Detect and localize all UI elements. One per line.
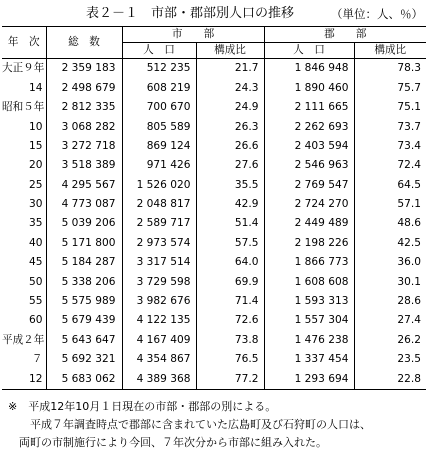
cell-county-population: 2 111 665 <box>264 98 354 117</box>
cell-year: ７ <box>31 353 43 366</box>
cell-county-population: 2 403 594 <box>264 137 354 156</box>
header-county-ratio: 構成比 <box>354 43 426 59</box>
cell-county-population: 1 337 454 <box>264 350 354 369</box>
footnote-1: ※ 平成12年10月１日現在の市部・郡部の別による。 <box>8 400 277 413</box>
table-row <box>2 59 426 79</box>
cell-city-population: 869 124 <box>122 137 196 156</box>
cell-county-population: 1 293 694 <box>264 369 354 389</box>
cell-city-ratio: 51.4 <box>196 214 264 233</box>
table-row <box>2 369 426 389</box>
table-body <box>2 59 426 390</box>
header-city-ratio: 構成比 <box>196 43 264 59</box>
table-row <box>2 272 426 291</box>
cell-total: 2 812 335 <box>46 98 122 117</box>
cell-city-population: 3 729 598 <box>122 272 196 291</box>
cell-total: 5 171 800 <box>46 234 122 253</box>
cell-county-ratio: 75.7 <box>354 79 426 98</box>
table-row <box>2 98 426 117</box>
header-city: 市 部 <box>122 27 264 43</box>
cell-city-population: 4 354 867 <box>122 350 196 369</box>
cell-county-population: 1 890 460 <box>264 79 354 98</box>
cell-year: 20 <box>29 159 43 172</box>
cell-city-population: 2 589 717 <box>122 214 196 233</box>
cell-city-population: 512 235 <box>122 59 196 79</box>
cell-year: 55 <box>29 295 43 308</box>
cell-year: 平成２年 <box>2 333 45 346</box>
cell-city-ratio: 24.9 <box>196 98 264 117</box>
cell-city-ratio: 76.5 <box>196 350 264 369</box>
cell-total: 4 773 087 <box>46 195 122 214</box>
cell-city-ratio: 21.7 <box>196 59 264 79</box>
cell-county-ratio: 64.5 <box>354 175 426 194</box>
table-row <box>2 195 426 214</box>
table-row <box>2 292 426 311</box>
footnote-2: 平成７年調査時点で郡部に含まれていた広島町及び石狩町の人口は、 <box>8 418 371 431</box>
cell-total: 5 679 439 <box>46 311 122 330</box>
cell-city-ratio: 71.4 <box>196 292 264 311</box>
cell-city-ratio: 57.5 <box>196 234 264 253</box>
cell-total: 5 039 206 <box>46 214 122 233</box>
table-row <box>2 350 426 369</box>
cell-total: 5 683 062 <box>46 369 122 389</box>
cell-county-ratio: 27.4 <box>354 311 426 330</box>
cell-total: 5 184 287 <box>46 253 122 272</box>
table-row <box>2 156 426 175</box>
cell-year: 45 <box>29 256 43 269</box>
cell-city-ratio: 35.5 <box>196 175 264 194</box>
cell-total: 2 498 679 <box>46 79 122 98</box>
cell-year: 35 <box>29 217 43 230</box>
cell-city-ratio: 69.9 <box>196 272 264 291</box>
cell-county-population: 2 546 963 <box>264 156 354 175</box>
cell-city-population: 2 973 574 <box>122 234 196 253</box>
page-title: 表２－１ 市部・郡部別人口の推移 <box>86 6 295 21</box>
table-row <box>2 137 426 156</box>
cell-city-population: 4 389 368 <box>122 369 196 389</box>
cell-total: 5 643 647 <box>46 331 122 350</box>
cell-year: 大正９年 <box>2 62 45 75</box>
cell-year: 12 <box>29 372 43 385</box>
cell-city-population: 4 122 135 <box>122 311 196 330</box>
table-row <box>2 117 426 136</box>
cell-county-population: 1 608 608 <box>264 272 354 291</box>
cell-county-ratio: 57.1 <box>354 195 426 214</box>
cell-year: 10 <box>29 120 43 133</box>
cell-county-ratio: 78.3 <box>354 59 426 79</box>
cell-total: 5 575 989 <box>46 292 122 311</box>
table-row <box>2 234 426 253</box>
cell-county-population: 2 449 489 <box>264 214 354 233</box>
cell-city-ratio: 64.0 <box>196 253 264 272</box>
cell-year: 50 <box>29 275 43 288</box>
cell-county-ratio: 28.6 <box>354 292 426 311</box>
cell-total: 5 338 206 <box>46 272 122 291</box>
cell-city-population: 608 219 <box>122 79 196 98</box>
cell-year: 40 <box>29 236 43 249</box>
cell-county-ratio: 72.4 <box>354 156 426 175</box>
cell-county-population: 1 476 238 <box>264 331 354 350</box>
header-city-population: 人 口 <box>122 43 196 59</box>
cell-county-population: 2 724 270 <box>264 195 354 214</box>
unit-note: （単位：人、％） <box>331 7 423 21</box>
cell-city-ratio: 73.8 <box>196 331 264 350</box>
cell-county-population: 1 846 948 <box>264 59 354 79</box>
table-row <box>2 214 426 233</box>
cell-total: 5 692 321 <box>46 350 122 369</box>
cell-county-population: 2 769 547 <box>264 175 354 194</box>
cell-county-population: 1 557 304 <box>264 311 354 330</box>
cell-city-population: 3 317 514 <box>122 253 196 272</box>
cell-city-ratio: 72.6 <box>196 311 264 330</box>
cell-county-population: 1 866 773 <box>264 253 354 272</box>
cell-city-ratio: 27.6 <box>196 156 264 175</box>
population-table <box>2 26 426 390</box>
cell-county-ratio: 26.2 <box>354 331 426 350</box>
cell-year: 14 <box>29 81 43 94</box>
cell-city-ratio: 26.6 <box>196 137 264 156</box>
table-row <box>2 311 426 330</box>
cell-city-population: 2 048 817 <box>122 195 196 214</box>
header-total: 総 数 <box>46 27 122 59</box>
cell-year: 60 <box>29 314 43 327</box>
cell-county-ratio: 23.5 <box>354 350 426 369</box>
cell-total: 3 518 389 <box>46 156 122 175</box>
cell-year: 25 <box>29 178 43 191</box>
cell-total: 3 068 282 <box>46 117 122 136</box>
cell-city-population: 4 167 409 <box>122 331 196 350</box>
cell-county-ratio: 36.0 <box>354 253 426 272</box>
cell-city-population: 1 526 020 <box>122 175 196 194</box>
cell-year: 30 <box>29 198 43 211</box>
cell-total: 2 359 183 <box>46 59 122 79</box>
cell-total: 4 295 567 <box>46 175 122 194</box>
cell-city-population: 700 670 <box>122 98 196 117</box>
cell-county-ratio: 42.5 <box>354 234 426 253</box>
cell-county-ratio: 30.1 <box>354 272 426 291</box>
header-county: 郡 部 <box>264 27 426 43</box>
table-row <box>2 79 426 98</box>
header-year: 年 次 <box>2 27 46 59</box>
cell-county-ratio: 22.8 <box>354 369 426 389</box>
table-row <box>2 331 426 350</box>
cell-city-population: 805 589 <box>122 117 196 136</box>
header-county-population: 人 口 <box>264 43 354 59</box>
cell-city-population: 3 982 676 <box>122 292 196 311</box>
cell-county-population: 2 198 226 <box>264 234 354 253</box>
table-row <box>2 253 426 272</box>
cell-city-ratio: 77.2 <box>196 369 264 389</box>
cell-county-ratio: 75.1 <box>354 98 426 117</box>
cell-city-population: 971 426 <box>122 156 196 175</box>
table-row <box>2 175 426 194</box>
cell-total: 3 272 718 <box>46 137 122 156</box>
cell-county-ratio: 73.7 <box>354 117 426 136</box>
cell-year: 15 <box>29 139 43 152</box>
cell-county-ratio: 48.6 <box>354 214 426 233</box>
cell-city-ratio: 26.3 <box>196 117 264 136</box>
cell-year: 昭和５年 <box>2 101 45 114</box>
cell-county-population: 2 262 693 <box>264 117 354 136</box>
cell-city-ratio: 24.3 <box>196 79 264 98</box>
footnote-3: 両町の市制施行により今回、７年次分から市部に組み入れた。 <box>8 436 327 449</box>
cell-county-population: 1 593 313 <box>264 292 354 311</box>
cell-county-ratio: 73.4 <box>354 137 426 156</box>
cell-city-ratio: 42.9 <box>196 195 264 214</box>
